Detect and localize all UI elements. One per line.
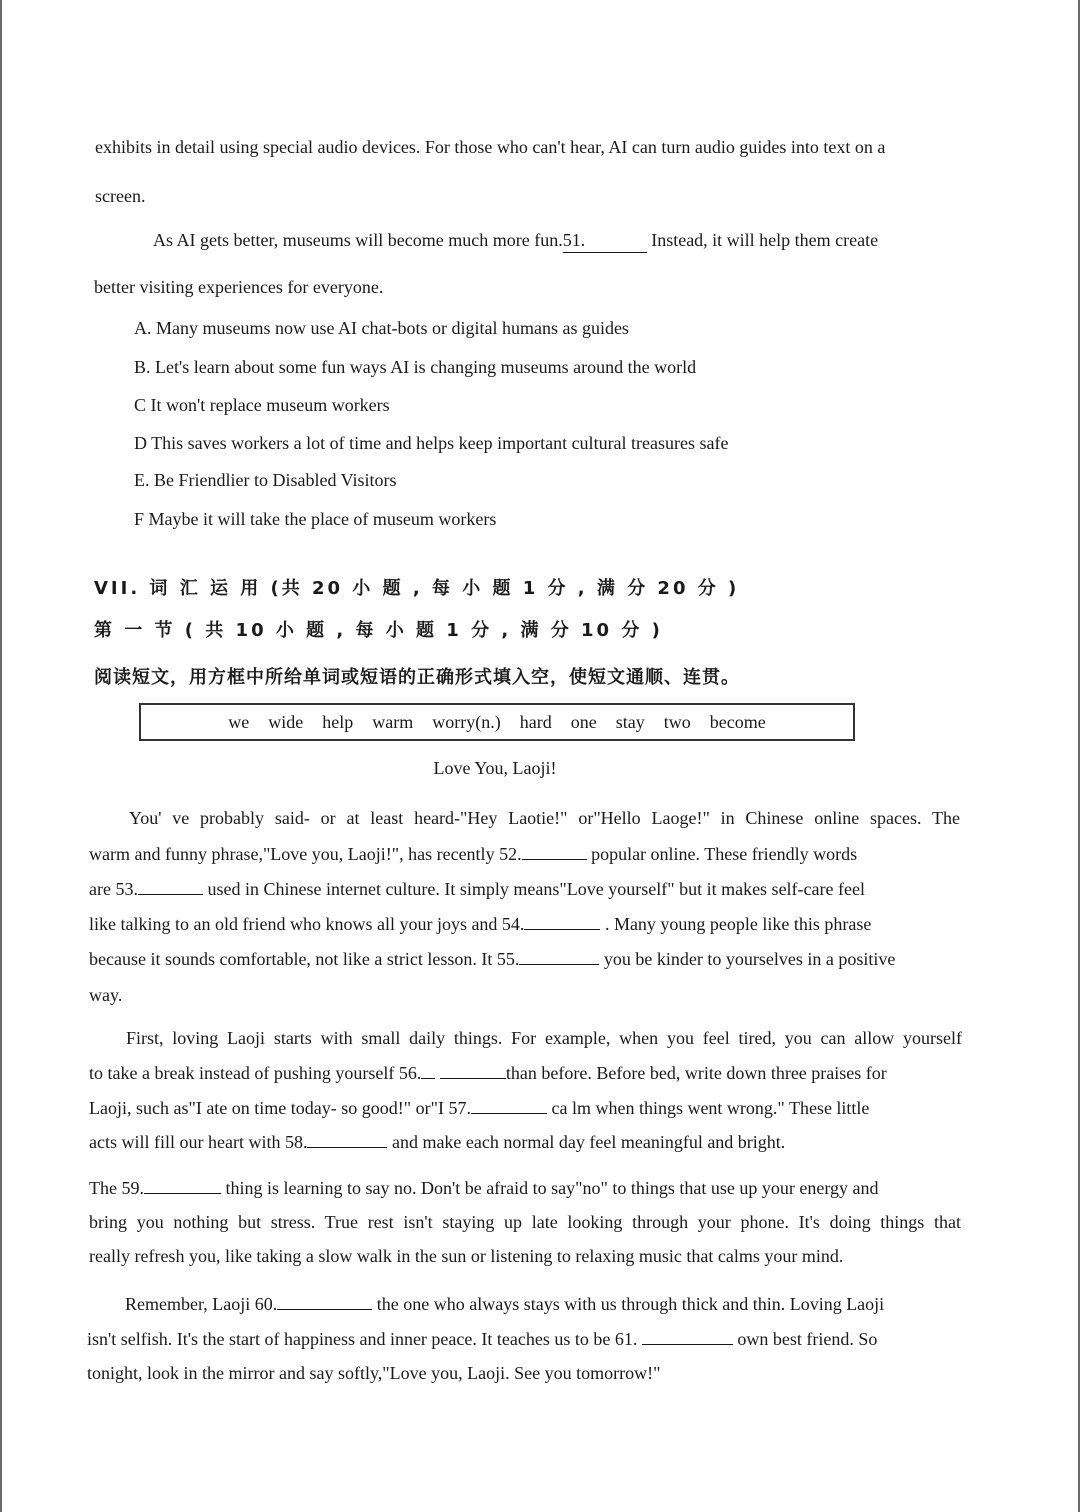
story-text: to take a break instead of pushing yourself 56.: [89, 1063, 422, 1083]
story-line: [89, 911, 871, 936]
story-line: [87, 1326, 877, 1351]
word-box-item: we: [228, 711, 250, 732]
story-text: than before. Before bed, write down three praises for: [505, 1063, 887, 1083]
story-text: . Many young people like this phrase: [604, 914, 872, 934]
word-box: [139, 703, 855, 741]
story-text: thing is learning to say no. Don't be afraid to say"no" to things that use up your energy and: [225, 1178, 879, 1198]
passage-line: exhibits in detail using special audio devices. For those who can't hear, AI can turn audio guides into text on a: [95, 137, 886, 157]
passage-line: better visiting experiences for everyone.: [94, 277, 384, 297]
blank-53[interactable]: [138, 876, 203, 895]
story-line: [89, 946, 895, 971]
story-text: the one who always stays with us through thick and thin. Loving Laoji: [376, 1294, 885, 1314]
story-line: bring you nothing but stress. True rest isn't staying up late looking through your phone. It's doing things that: [89, 1212, 961, 1232]
option-d: D This saves workers a lot of time and helps keep important cultural treasures safe: [134, 433, 729, 453]
blank-number: 51.: [562, 230, 586, 250]
story-line: [89, 841, 857, 866]
section-heading: VII. 词 汇 运 用 (共 20 小 题 , 每 小 题 1 分 , 满 分 20 分 ): [94, 578, 740, 599]
page-edge-left: [0, 0, 2, 1512]
blank-59[interactable]: [144, 1175, 221, 1194]
story-text: acts will fill our heart with 58.: [89, 1132, 308, 1152]
blank-55[interactable]: [519, 946, 599, 965]
blank-58[interactable]: [307, 1129, 387, 1148]
story-text: warm and funny phrase,"Love you, Laoji!", has recently 52.: [89, 844, 522, 864]
story-line: You' ve probably said- or at least heard-"Hey Laotie!" or"Hello Laoge!" in Chinese online spaces. The: [129, 808, 960, 828]
word-box-item: hard: [519, 711, 552, 732]
option-e: E. Be Friendlier to Disabled Visitors: [134, 470, 397, 490]
blank-52[interactable]: [522, 841, 587, 860]
blank-56[interactable]: [440, 1060, 506, 1079]
word-box-item: stay: [615, 711, 645, 732]
story-text: like talking to an old friend who knows all your joys and 54.: [89, 914, 525, 934]
option-a: A. Many museums now use AI chat-bots or digital humans as guides: [134, 318, 629, 338]
story-text: isn't selfish. It's the start of happiness and inner peace. It teaches us to be 61.: [87, 1329, 638, 1349]
story-line: [125, 1291, 884, 1316]
story-text: you be kinder to yourselves in a positive: [603, 949, 896, 969]
story-line: [89, 1060, 887, 1085]
word-box-item: become: [709, 711, 766, 732]
passage-line: screen.: [95, 186, 146, 206]
passage-text: As AI gets better, museums will become much more fun.: [153, 230, 563, 250]
word-box-item: one: [570, 711, 597, 732]
blank-54[interactable]: [524, 911, 600, 930]
story-line: really refresh you, like taking a slow walk in the sun or listening to relaxing music that calms your mind.: [89, 1246, 844, 1266]
blank-57[interactable]: [471, 1095, 547, 1114]
section-instruction: 阅读短文，用方框中所给单词或短语的正确形式填入空，使短文通顺、连贯。: [94, 667, 740, 688]
blank-51[interactable]: [563, 228, 647, 253]
option-c: C It won't replace museum workers: [134, 395, 390, 415]
story-text: Laoji, such as"I ate on time today- so good!" or"I 57.: [89, 1098, 471, 1118]
story-text: ca lm when things went wrong." These little: [551, 1098, 870, 1118]
word-box-item: wide: [268, 711, 304, 732]
story-line: tonight, look in the mirror and say softly,"Love you, Laoji. See you tomorrow!": [87, 1363, 661, 1383]
story-text: because it sounds comfortable, not like a strict lesson. It 55.: [89, 949, 520, 969]
story-line: way.: [89, 985, 123, 1005]
story-text: Remember, Laoji 60.: [125, 1294, 278, 1314]
blank-56-start: [421, 1060, 435, 1079]
story-line: [89, 1095, 869, 1120]
option-f: F Maybe it will take the place of museum workers: [134, 509, 497, 529]
story-text: used in Chinese internet culture. It simply means"Love yourself" but it makes self-care feel: [207, 879, 865, 899]
option-b: B. Let's learn about some fun ways AI is changing museums around the world: [134, 357, 697, 377]
story-line: [89, 1175, 878, 1200]
story-title: Love You, Laoji!: [433, 758, 557, 778]
story-line: [89, 876, 865, 901]
word-box-item: help: [322, 711, 354, 732]
blank-60[interactable]: [277, 1291, 372, 1310]
story-line: First, loving Laoji starts with small daily things. For example, when you feel tired, you can allow yourself: [126, 1028, 962, 1048]
section-part-heading: 第 一 节 ( 共 10 小 题 , 每 小 题 1 分 , 满 分 10 分 ): [94, 620, 663, 641]
word-box-item: warm: [372, 711, 414, 732]
story-line: [89, 1129, 785, 1154]
story-text: popular online. These friendly words: [591, 844, 858, 864]
passage-text: Instead, it will help them create: [651, 230, 879, 250]
word-box-item: worry(n.): [432, 711, 501, 732]
story-text: and make each normal day feel meaningful and bright.: [391, 1132, 786, 1152]
story-text: are 53.: [89, 879, 138, 899]
story-text: The 59.: [89, 1178, 144, 1198]
blank-61[interactable]: [642, 1326, 733, 1345]
word-box-item: two: [663, 711, 691, 732]
passage-line-with-blank: [153, 228, 878, 253]
story-text: own best friend. So: [737, 1329, 878, 1349]
